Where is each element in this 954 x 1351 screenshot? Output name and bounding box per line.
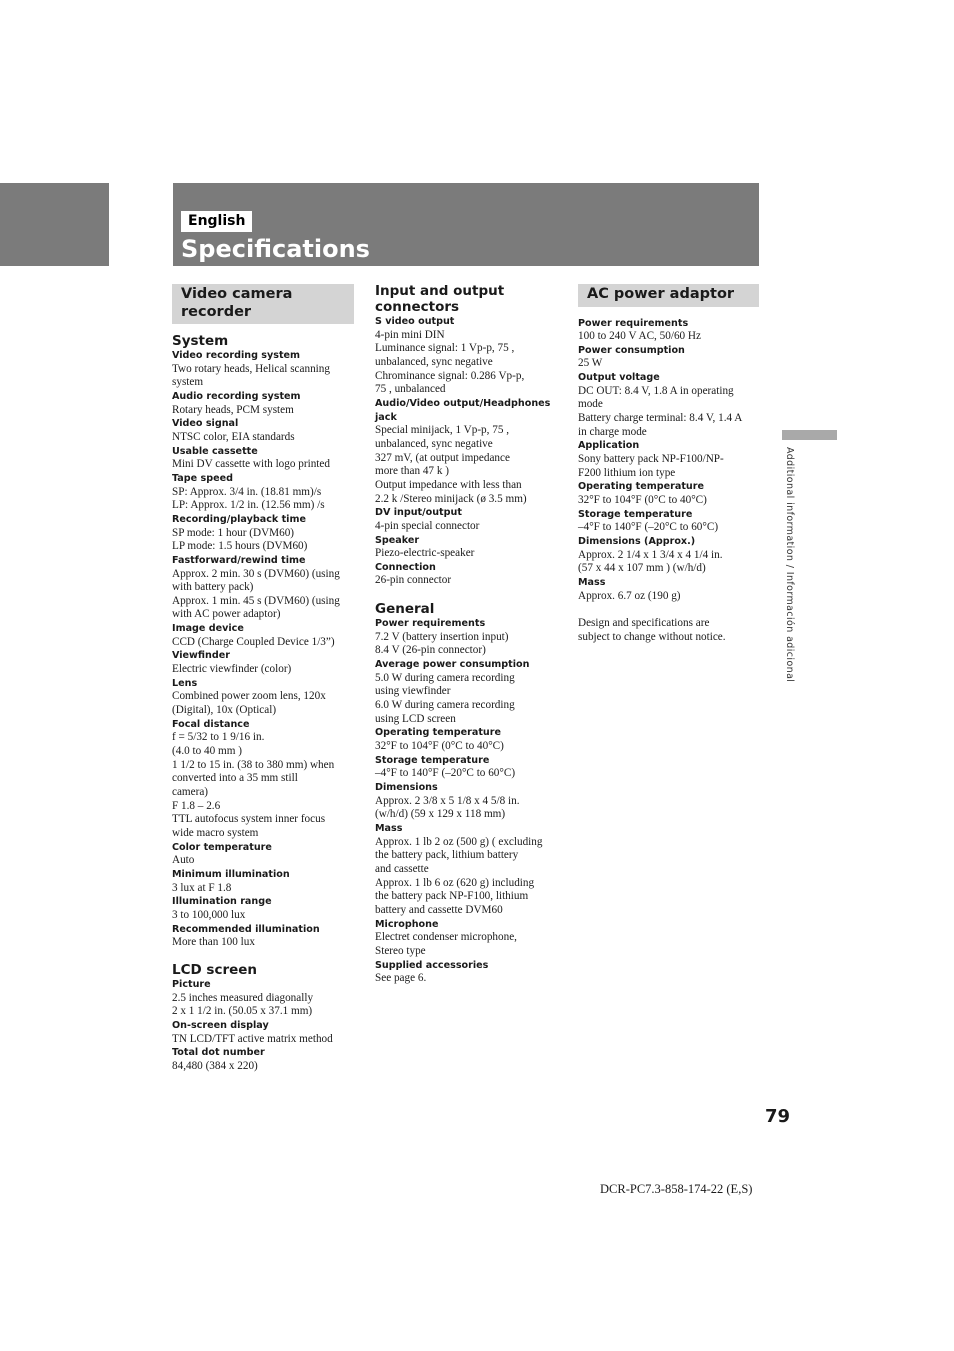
spec-label: Average power consumption bbox=[375, 659, 530, 671]
spec-value: Piezo-electric-speaker bbox=[375, 547, 475, 560]
general-spec-list bbox=[375, 617, 557, 986]
spec-value: Auto bbox=[172, 854, 195, 867]
spec-label: Mass bbox=[375, 822, 403, 834]
spec-label: Video recording system bbox=[172, 350, 301, 361]
ac-adaptor-spec-list bbox=[578, 317, 759, 604]
spec-label: Minimum illumination bbox=[172, 868, 290, 880]
column-video-camera-recorder bbox=[172, 284, 354, 1073]
spec-label: Audio recording system bbox=[172, 390, 301, 402]
spec-label: Total dot number bbox=[172, 1047, 265, 1059]
spec-label: Application bbox=[578, 440, 640, 452]
connectors-spec-list bbox=[375, 315, 557, 588]
spec-value: Two rotary heads, Helical scanning system bbox=[172, 362, 330, 389]
spec-value: See page 6. bbox=[375, 972, 427, 985]
language-label: English bbox=[181, 211, 252, 232]
spec-label: DV input/output bbox=[375, 507, 462, 519]
document-code: DCR-PC7.3-858-174-22 (E,S) bbox=[600, 1182, 753, 1196]
spec-label: Viewfinder bbox=[172, 650, 230, 662]
spec-value: 25 W bbox=[578, 357, 603, 370]
spec-value: 32°F to 104°F (0°C to 40°C) bbox=[578, 494, 707, 507]
spec-value: Approx. 2 min. 30 s (DVM60) (using with battery pack) Approx. 1 min. 45 s (DVM60) (using with AC power adaptor) bbox=[172, 567, 340, 621]
spec-value: Rotary heads, PCM system bbox=[172, 403, 294, 416]
spec-label: Audio/Video output/Headphones jack bbox=[375, 397, 551, 423]
spec-label: Lens bbox=[172, 677, 198, 689]
spec-value: More than 100 lux bbox=[172, 936, 255, 949]
spec-label: Recording/playback time bbox=[172, 513, 306, 525]
spec-label: Microphone bbox=[375, 918, 439, 930]
spec-value: CCD (Charge Coupled Device 1/3”) bbox=[172, 635, 335, 648]
spec-value: Approx. 6.7 oz (190 g) bbox=[578, 589, 681, 602]
spec-label: Operating temperature bbox=[375, 727, 501, 739]
spec-value: 32°F to 104°F (0°C to 40°C) bbox=[375, 740, 504, 753]
spec-label: Fastforward/rewind time bbox=[172, 554, 306, 566]
spec-value: 4-pin special connector bbox=[375, 519, 480, 532]
spec-label: Picture bbox=[172, 978, 211, 990]
lcd-spec-list bbox=[172, 978, 354, 1074]
spec-value: TN LCD/TFT active matrix method bbox=[172, 1032, 333, 1045]
spec-label: Focal distance bbox=[172, 718, 250, 730]
spec-label: Storage temperature bbox=[578, 508, 693, 520]
spec-value: f = 5/32 to 1 9/16 in. (4.0 to 40 mm ) 1 1/2 to 15 in. (38 to 380 mm) when converted into a 35 mm still camera) F 1.8 – 2.6 TTL autofocus system inner focus wide macro system bbox=[172, 731, 335, 839]
spec-value: Sony battery pack NP-F100/NP- F200 lithium ion type bbox=[578, 453, 724, 479]
spec-value: 100 to 240 V AC, 50/60 Hz bbox=[578, 330, 701, 343]
spec-label: Power requirements bbox=[375, 618, 486, 630]
spec-value: Approx. 2 1/4 x 1 3/4 x 4 1/4 in. (57 x 44 x 107 mm ) (w/h/d) bbox=[578, 548, 723, 575]
page-title: Specifications bbox=[181, 235, 370, 263]
spec-label: Storage temperature bbox=[375, 754, 490, 766]
spec-label: Illumination range bbox=[172, 896, 272, 908]
column-ac-power-adaptor bbox=[578, 284, 759, 644]
ac-power-adaptor-heading: AC power adaptor bbox=[578, 284, 759, 307]
spec-value: 26-pin connector bbox=[375, 574, 452, 587]
spec-value: 3 lux at F 1.8 bbox=[172, 881, 232, 894]
spec-value: Electric viewfinder (color) bbox=[172, 663, 292, 676]
spec-value: 5.0 W during camera recording using viewfinder 6.0 W during camera recording using LCD screen bbox=[375, 671, 515, 725]
spec-label: Supplied accessories bbox=[375, 959, 489, 971]
change-notice: Design and specifications are subject to change without notice. bbox=[578, 616, 726, 643]
spec-label: Dimensions (Approx.) bbox=[578, 536, 696, 547]
spec-value: 7.2 V (battery insertion input) 8.4 V (26-pin connector) bbox=[375, 630, 509, 657]
spec-value: 84,480 (384 x 220) bbox=[172, 1059, 258, 1072]
spec-label: Color temperature bbox=[172, 841, 272, 853]
spec-value: Mini DV cassette with logo printed bbox=[172, 458, 330, 471]
system-section-title: System bbox=[172, 333, 229, 349]
spec-label: Power consumption bbox=[578, 344, 685, 356]
lcd-screen-section-title: LCD screen bbox=[172, 961, 258, 978]
spec-value: Special minijack, 1 Vp-p, 75 , unbalanced, sync negative 327 mV, (at output impedance more than 47 k ) Output impedance with less than 2.2 k /Stereo minijack (ø 3.5 mm) bbox=[375, 424, 527, 505]
column-connectors-general bbox=[375, 283, 557, 986]
spec-value: –4°F to 140°F (–20°C to 60°C) bbox=[578, 521, 719, 534]
side-section-label: Additional information / Información adicional bbox=[784, 447, 795, 683]
left-gray-tab bbox=[0, 183, 109, 266]
page-number: 79 bbox=[765, 1106, 791, 1127]
spec-label: Speaker bbox=[375, 534, 420, 546]
spec-label: Dimensions bbox=[375, 782, 438, 793]
spec-label: Video signal bbox=[172, 418, 239, 430]
spec-value: 2.5 inches measured diagonally 2 x 1 1/2 in. (50.05 x 37.1 mm) bbox=[172, 991, 314, 1018]
spec-label: Mass bbox=[578, 576, 606, 588]
spec-value: SP mode: 1 hour (DVM60) LP mode: 1.5 hours (DVM60) bbox=[172, 526, 308, 553]
spec-value: Combined power zoom lens, 120x (Digital), 10x (Optical) bbox=[172, 690, 326, 717]
general-section-title: General bbox=[375, 601, 435, 618]
spec-value: SP: Approx. 3/4 in. (18.81 mm)/s LP: Approx. 1/2 in. (12.56 mm) /s bbox=[172, 485, 325, 512]
spec-label: Tape speed bbox=[172, 472, 233, 484]
spec-label: Power requirements bbox=[578, 317, 689, 329]
spec-label: Image device bbox=[172, 623, 244, 635]
spec-label: Usable cassette bbox=[172, 445, 258, 457]
spec-value: Approx. 1 lb 2 oz (500 g) ( excluding the battery pack, lithium battery and cassette Approx. 1 lb 6 oz (620 g) including the battery pack NP-F100, lithium battery and cassette DVM60 bbox=[375, 835, 543, 916]
spec-label: S video output bbox=[375, 316, 455, 327]
system-spec-list bbox=[172, 349, 354, 950]
spec-value: NTSC color, EIA standards bbox=[172, 430, 295, 443]
spec-value: 4-pin mini DIN Luminance signal: 1 Vp-p, 75 , unbalanced, sync negative Chrominance signal: 0.286 Vp-p, 75 , unbalanced bbox=[375, 328, 525, 396]
spec-label: Connection bbox=[375, 561, 436, 573]
spec-value: Electret condenser microphone, Stereo type bbox=[375, 931, 517, 957]
side-section-tab bbox=[782, 430, 837, 440]
spec-value: 3 to 100,000 lux bbox=[172, 908, 246, 921]
spec-label: On-screen display bbox=[172, 1019, 269, 1031]
spec-value: DC OUT: 8.4 V, 1.8 A in operating mode Battery charge terminal: 8.4 V, 1.4 A in charge mode bbox=[578, 384, 743, 438]
spec-value: –4°F to 140°F (–20°C to 60°C) bbox=[375, 767, 516, 780]
video-camera-recorder-heading: Video camera recorder bbox=[172, 284, 354, 324]
spec-label: Operating temperature bbox=[578, 481, 704, 493]
input-output-connectors-title: Input and output connectors bbox=[375, 283, 505, 315]
spec-label: Output voltage bbox=[578, 372, 660, 384]
spec-value: Approx. 2 3/8 x 5 1/8 x 4 5/8 in. (w/h/d) (59 x 129 x 118 mm) bbox=[375, 794, 520, 821]
spec-label: Recommended illumination bbox=[172, 923, 320, 935]
